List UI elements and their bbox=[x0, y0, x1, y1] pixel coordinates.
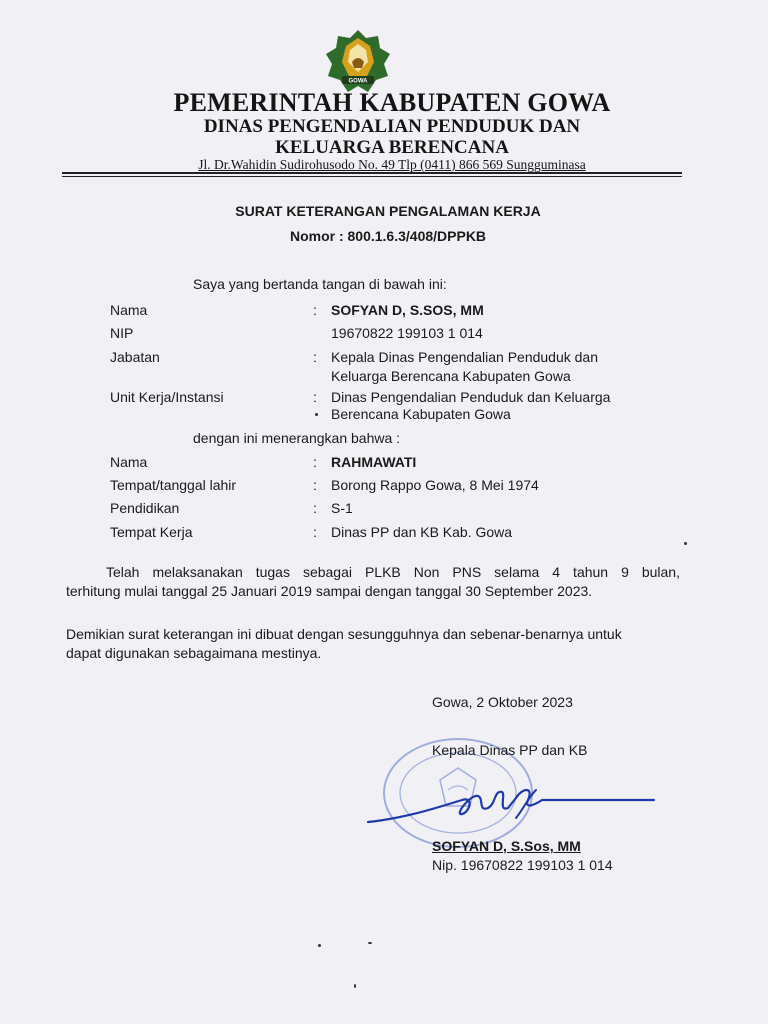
header-divider bbox=[62, 172, 682, 174]
subject-name-label: Nama bbox=[110, 454, 148, 470]
header-government: PEMERINTAH KABUPATEN GOWA bbox=[173, 88, 611, 117]
intro-text: Saya yang bertanda tangan di bawah ini: bbox=[193, 276, 447, 292]
place-date: Gowa, 2 Oktober 2023 bbox=[432, 694, 573, 710]
subject-workplace-label: Tempat Kerja bbox=[110, 524, 193, 540]
body-paragraph-2-line1: Demikian surat keterangan ini dibuat dengan sesungguhnya dan sebenar-benarnya untuk bbox=[66, 626, 622, 642]
signer-nip-label: NIP bbox=[110, 325, 134, 341]
middle-text: dengan ini menerangkan bahwa : bbox=[193, 430, 401, 446]
colon: : bbox=[313, 389, 317, 405]
subject-workplace: Dinas PP dan KB Kab. Gowa bbox=[331, 524, 513, 540]
letter-number: Nomor : 800.1.6.3/408/DPPKB bbox=[289, 228, 487, 244]
header-divider-thin bbox=[62, 176, 682, 177]
subject-education: S-1 bbox=[331, 500, 353, 516]
signature-icon bbox=[366, 778, 656, 834]
colon: : bbox=[313, 524, 317, 540]
signer-name-label: Nama bbox=[110, 302, 148, 318]
closing-signer-name: SOFYAN D, S.Sos, MM bbox=[432, 838, 581, 854]
signer-position-line2: Keluarga Berencana Kabupaten Gowa bbox=[331, 368, 571, 384]
colon: : bbox=[313, 454, 317, 470]
signer-nip: 19670822 199103 1 014 bbox=[331, 325, 483, 341]
signer-unit-line2: Berencana Kabupaten Gowa bbox=[331, 406, 511, 422]
scan-speck bbox=[318, 944, 321, 947]
signer-name: SOFYAN D, S.SOS, MM bbox=[331, 302, 484, 318]
signer-position-label: Jabatan bbox=[110, 349, 160, 365]
signer-position-line1: Kepala Dinas Pengendalian Penduduk dan bbox=[331, 349, 598, 365]
signer-position-closing: Kepala Dinas PP dan KB bbox=[432, 742, 588, 758]
body-paragraph-1-line2: terhitung mulai tanggal 25 Januari 2019 sampai dengan tanggal 30 September 2023. bbox=[66, 583, 593, 599]
svg-text:GOWA: GOWA bbox=[348, 78, 368, 85]
closing-signer-nip: Nip. 19670822 199103 1 014 bbox=[432, 857, 613, 873]
subject-name: RAHMAWATI bbox=[331, 454, 417, 470]
subject-birth-label: Tempat/tanggal lahir bbox=[110, 477, 237, 493]
letter-title: SURAT KETERANGAN PENGALAMAN KERJA bbox=[235, 203, 541, 219]
scan-speck bbox=[368, 942, 372, 944]
subject-education-label: Pendidikan bbox=[110, 500, 180, 516]
gowa-emblem-icon bbox=[322, 28, 394, 96]
colon: : bbox=[313, 349, 317, 365]
body-paragraph-1-line1: Telah melaksanakan tugas sebagai PLKB Non PNS selama 4 tahun 9 bulan, bbox=[106, 564, 680, 580]
signer-unit-line1: Dinas Pengendalian Penduduk dan Keluarga bbox=[331, 389, 611, 405]
colon: : bbox=[313, 477, 317, 493]
body-paragraph-2-line2: dapat digunakan sebagaimana mestinya. bbox=[66, 645, 322, 661]
header-address: Jl. Dr.Wahidin Sudirohusodo No. 49 Tlp (0411) 866 569 Sungguminasa bbox=[198, 157, 586, 172]
subject-birth: Borong Rappo Gowa, 8 Mei 1974 bbox=[331, 477, 539, 493]
signer-unit-label: Unit Kerja/Instansi bbox=[110, 389, 224, 405]
colon: : bbox=[313, 500, 317, 516]
scan-speck bbox=[354, 984, 356, 988]
scan-speck bbox=[684, 542, 687, 545]
header-agency-line2: KELUARGA BERENCANA bbox=[275, 137, 509, 158]
header-agency-line1: DINAS PENGENDALIAN PENDUDUK DAN bbox=[203, 116, 581, 137]
scan-speck bbox=[315, 413, 318, 416]
colon: : bbox=[313, 302, 317, 318]
